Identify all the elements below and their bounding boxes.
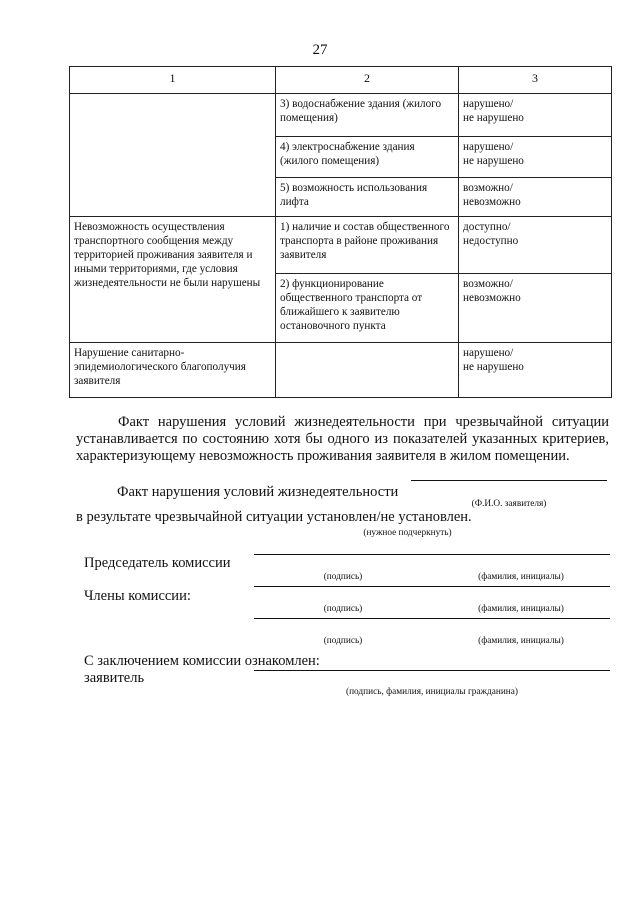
members-label: Члены комиссии:	[84, 588, 191, 604]
name-caption: (фамилия, инициалы)	[478, 604, 564, 614]
value-line: не нарушено	[463, 112, 524, 124]
value-cell	[459, 137, 612, 178]
value-line: доступно/	[463, 221, 511, 233]
signature-caption: (подпись)	[323, 572, 363, 582]
value-cell	[459, 178, 612, 217]
value-line: невозможно	[463, 292, 521, 304]
category-cell-sanitary: Нарушение санитарно-эпидемиологического благополучия заявителя	[70, 343, 276, 398]
table-header-row	[70, 67, 612, 94]
column-header-1: 1	[70, 67, 276, 94]
value-line: нарушено/	[463, 141, 514, 153]
category-cell-empty	[70, 94, 276, 217]
member-2-signature-line[interactable]	[254, 618, 610, 619]
member-1-signature-line[interactable]	[254, 586, 610, 587]
page-number: 27	[312, 42, 328, 58]
criterion-cell: 5) возможность использования лифта	[276, 178, 459, 217]
applicant-name-line[interactable]	[411, 480, 607, 481]
applicant-name-caption: (Ф.И.О. заявителя)	[471, 499, 547, 509]
criterion-cell: 4) электроснабжение здания (жилого помещения)	[276, 137, 459, 178]
name-caption: (фамилия, инициалы)	[478, 572, 564, 582]
value-cell	[459, 217, 612, 274]
criterion-cell: 3) водоснабжение здания (жилого помещения)	[276, 94, 459, 137]
column-header-2: 2	[276, 67, 459, 94]
value-line: нарушено/	[463, 98, 514, 110]
name-caption: (фамилия, инициалы)	[478, 636, 564, 646]
fact-paragraph	[76, 414, 609, 465]
signature-caption: (подпись)	[323, 636, 363, 646]
column-header-3: 3	[459, 67, 612, 94]
value-line: возможно/	[463, 278, 513, 290]
value-line: не нарушено	[463, 361, 524, 373]
table-row	[70, 343, 612, 398]
applicant-signature-caption: (подпись, фамилия, инициалы гражданина)	[345, 687, 518, 697]
chairman-label: Председатель комиссии	[84, 555, 231, 571]
table-row	[70, 94, 612, 137]
value-cell	[459, 94, 612, 137]
value-cell	[459, 274, 612, 343]
fact-paragraph-text: Факт нарушения условий жизнедеятельности при чрезвычайной ситуации устанавливается по состоянию хотя бы одного из показателей указанных критериев, характеризующему невозможность проживания заявителя в жилом помещении.	[76, 414, 609, 464]
criterion-cell-empty	[276, 343, 459, 398]
table-row	[70, 217, 612, 274]
fact-result-text: в результате чрезвычайной ситуации установлен/не установлен.	[76, 509, 472, 525]
value-line: нарушено/	[463, 347, 514, 359]
value-line: невозможно	[463, 196, 521, 208]
fact-line-label: Факт нарушения условий жизнедеятельности	[117, 484, 399, 500]
criterion-cell: 1) наличие и состав общественного транспорта в районе проживания заявителя	[276, 217, 459, 274]
acknowledgement-label: С заключением комиссии ознакомлен:	[84, 653, 320, 669]
criterion-cell: 2) функционирование общественного транспорта от ближайшего к заявителю остановочного пункта	[276, 274, 459, 343]
fact-result-caption: (нужное подчеркнуть)	[363, 528, 452, 538]
value-line: не нарушено	[463, 155, 524, 167]
signature-caption: (подпись)	[323, 604, 363, 614]
value-line: недоступно	[463, 235, 519, 247]
chairman-signature-line[interactable]	[254, 554, 610, 555]
criteria-table	[69, 66, 612, 398]
category-cell-transport: Невозможность осуществления транспортного сообщения между территорией проживания заявителя и иными территориями, где условия жизнедеятельности не были нарушены	[70, 217, 276, 343]
value-cell	[459, 343, 612, 398]
applicant-signature-line[interactable]	[254, 670, 610, 671]
value-line: возможно/	[463, 182, 513, 194]
applicant-label: заявитель	[84, 670, 145, 686]
